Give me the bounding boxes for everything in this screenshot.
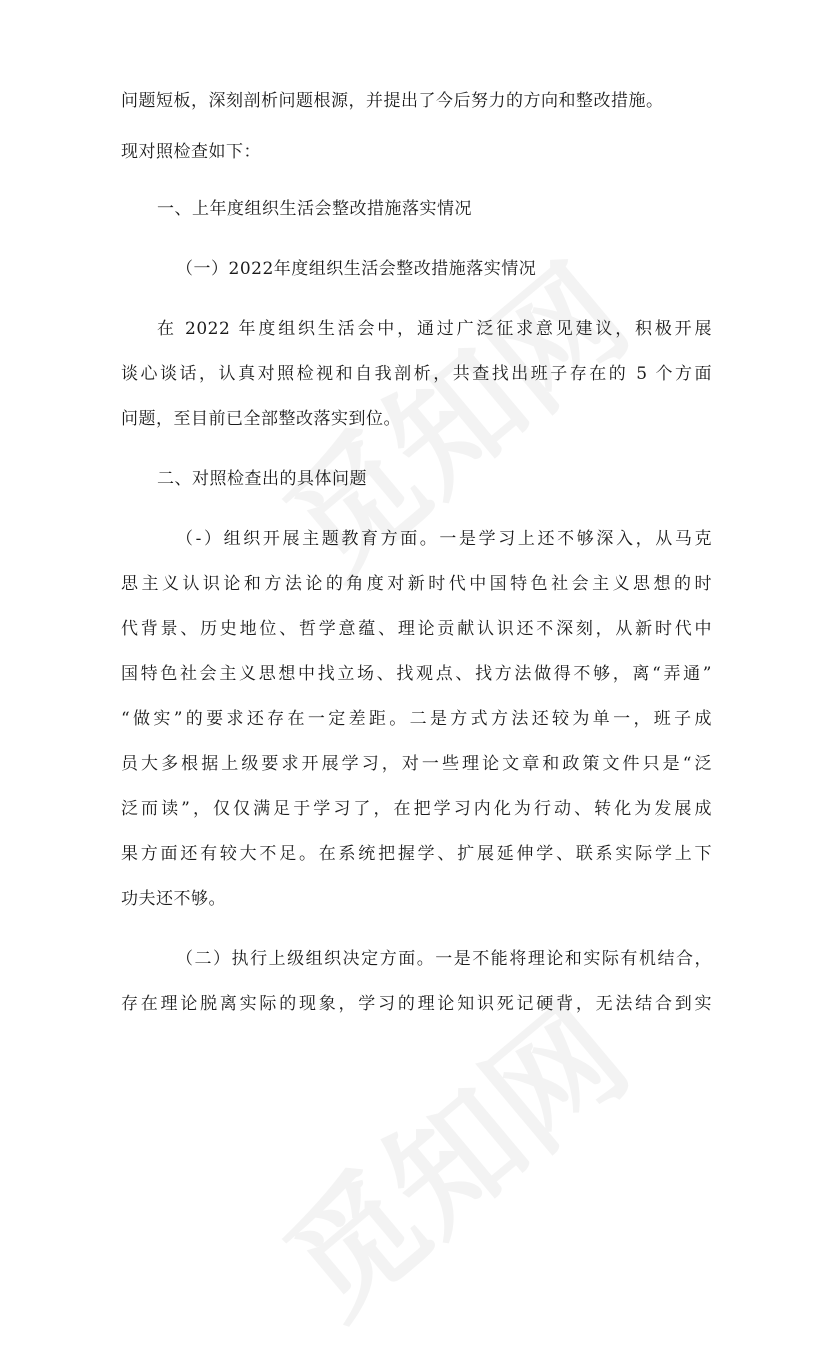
paragraph-line: 功夫还不够。 xyxy=(121,889,226,909)
paragraph-line: 代背景、历史地位、哲学意蕴、理论贡献认识还不深刻，从新时代中 xyxy=(121,619,712,639)
paragraph-line: 思主义认识论和方法论的角度对新时代中国特色社会主义思想的时 xyxy=(121,574,712,594)
paragraph-line: （-）组织开展主题教育方面。一是学习上还不够深入，从马克 xyxy=(176,529,712,549)
section-heading: 一、上年度组织生活会整改措施落实情况 xyxy=(157,199,472,219)
watermark xyxy=(241,957,660,1350)
paragraph-line: 果方面还有较大不足。在系统把握学、扩展延伸学、联系实际学上下 xyxy=(121,844,712,864)
paragraph-line: 问题短板，深刻剖析问题根源，并提出了今后努力的方向和整改措施。 xyxy=(121,91,664,111)
paragraph-line: （二）执行上级组织决定方面。一是不能将理论和实际有机结合， xyxy=(176,949,712,969)
paragraph-line: 存在理论脱离实际的现象，学习的理论知识死记硬背，无法结合到实 xyxy=(121,994,712,1014)
paragraph-line: 国特色社会主义思想中找立场、找观点、找方法做得不够，离“弄通” xyxy=(121,664,712,684)
paragraph-line: 泛而读”，仅仅满足于学习了，在把学习内化为行动、转化为发展成 xyxy=(121,799,712,819)
section-heading: 二、对照检查出的具体问题 xyxy=(157,469,367,489)
paragraph-line: 现对照检查如下： xyxy=(121,142,261,162)
subsection-heading: （一）2022年度组织生活会整改措施落实情况 xyxy=(176,259,537,279)
paragraph-line: 在 2022 年度组织生活会中，通过广泛征求意见建议，积极开展 xyxy=(157,319,712,339)
paragraph-line: 员大多根据上级要求开展学习，对一些理论文章和政策文件只是“泛 xyxy=(121,754,712,774)
paragraph-line: 谈心谈话，认真对照检视和自我剖析，共查找出班子存在的 5 个方面 xyxy=(121,364,712,384)
paragraph-line: “做实”的要求还存在一定差距。二是方式方法还较为单一，班子成 xyxy=(121,709,712,729)
paragraph-line: 问题，至目前已全部整改落实到位。 xyxy=(121,409,401,429)
